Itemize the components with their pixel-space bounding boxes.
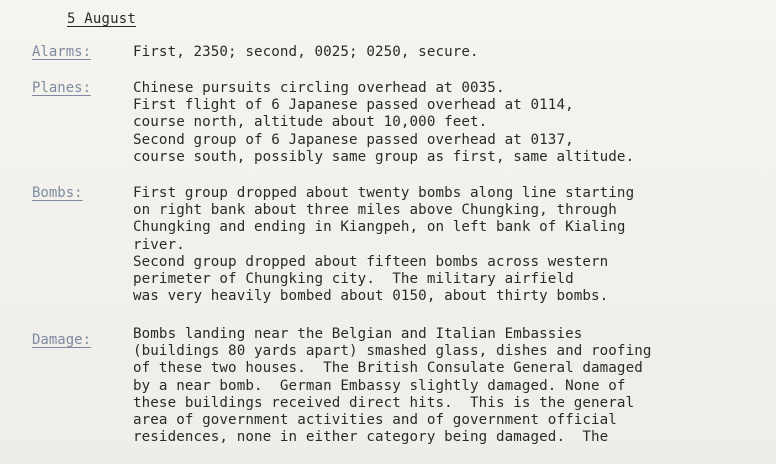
damage-line: Bombs landing near the Belgian and Italian Embassies [133,326,583,342]
bombs-text [133,185,634,305]
planes-line: Chinese pursuits circling overhead at 0035. [133,80,505,96]
alarms-text [133,44,479,61]
damage-line: (buildings 80 yards apart) smashed glass, dishes and roofing [133,343,652,360]
planes-line: First flight of 6 Japanese passed overhead at 0114, [133,97,574,114]
bombs-line: Second group dropped about fifteen bombs across western [133,253,609,270]
alarms-line: First, 2350; second, 0025; 0250, secure. [133,44,479,60]
date-heading: 5 August [67,11,137,27]
planes-line: course north, altitude about 10,000 feet. [133,114,488,131]
bombs-line: on right bank about three miles above Chungking, through [133,202,617,219]
bombs-line: river. [133,236,185,253]
bombs-label: Bombs: [32,185,83,201]
bombs-line: Chungking and ending in Kiangpeh, on left bank of Kialing [133,219,626,236]
damage-line: area of government activities and of government official [133,412,617,429]
bombs-line: First group dropped about twenty bombs along line starting [133,185,635,201]
planes-line: Second group of 6 Japanese passed overhead at 0137, [133,131,574,148]
bombs-line: was very heavily bombed about 0150, about thirty bombs. [133,288,609,305]
damage-label: Damage: [32,332,92,348]
planes-line: course south, possibly same group as first, same altitude. [133,148,635,165]
alarms-label: Alarms: [32,44,92,60]
damage-line: residences, none in either category being damaged. The [133,429,609,446]
damage-line: of these two houses. The British Consulate General damaged [133,360,643,377]
damage-text [133,326,652,446]
damage-line: by a near bomb. German Embassy slightly damaged. None of [133,377,626,394]
planes-text [133,80,634,166]
damage-line: these buildings received direct hits. This is the general [133,394,635,411]
planes-label: Planes: [32,80,92,96]
bombs-line: perimeter of Chungking city. The military airfield [133,271,574,288]
